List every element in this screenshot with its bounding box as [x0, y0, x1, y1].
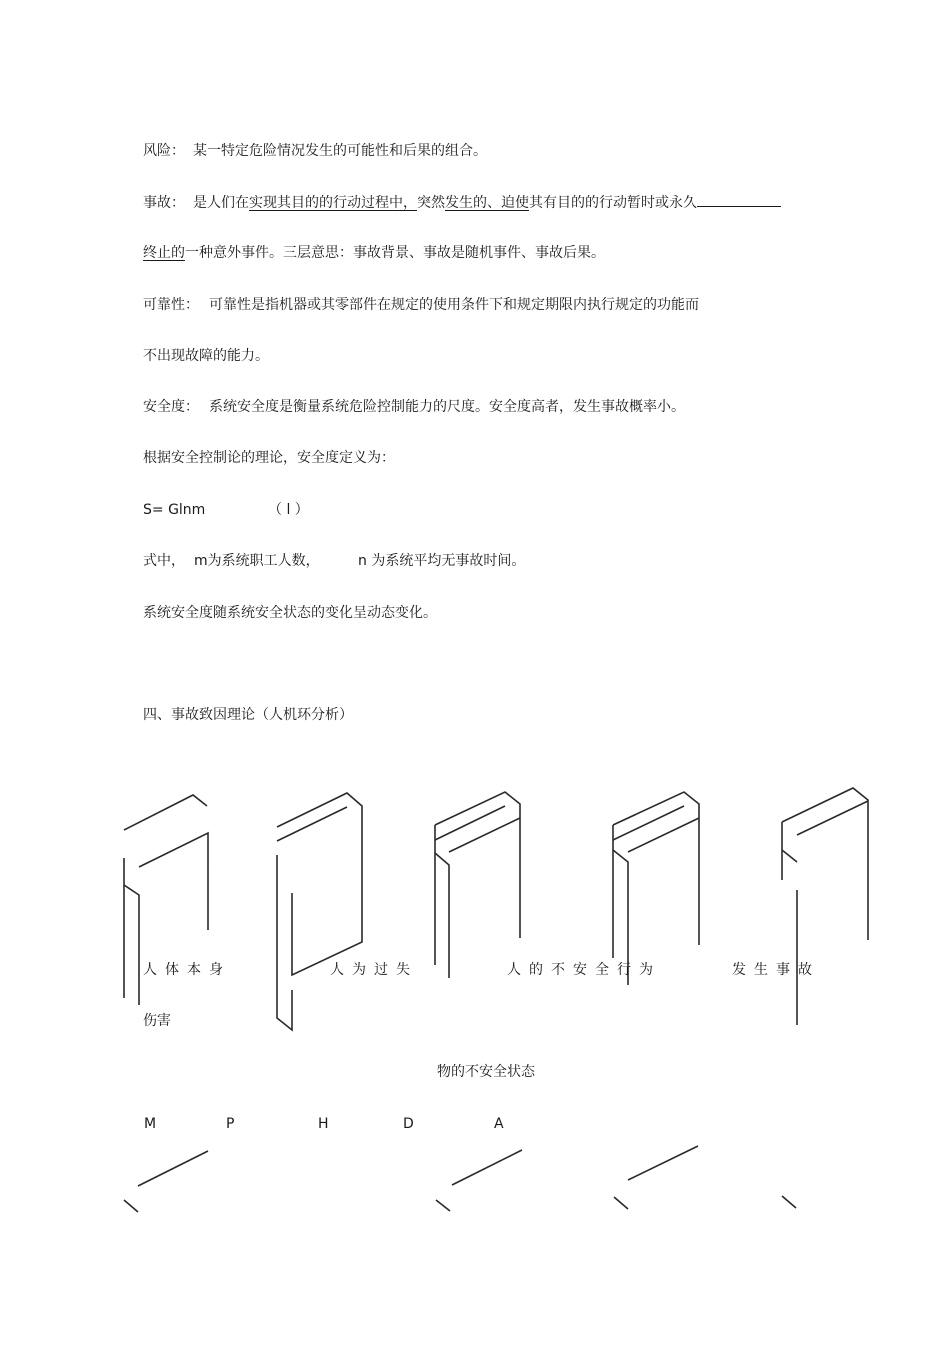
- letter-h: H: [318, 1116, 329, 1132]
- accident-part5: 其有目的的行动暂时或永久: [529, 195, 697, 211]
- label-accident-occurs: 发生事故: [732, 962, 820, 978]
- label-human-self: 人体本身: [143, 962, 231, 978]
- accident-part3: 突然: [417, 195, 445, 211]
- letter-a: A: [494, 1116, 504, 1132]
- section-heading: 四、事故致因理论（人机环分析）: [143, 707, 353, 723]
- where-m: m为系统职工人数，: [194, 553, 320, 569]
- domino-base-row: [124, 1146, 796, 1212]
- label-unsafe-object-state: 物的不安全状态: [437, 1064, 535, 1080]
- domino-3: [435, 792, 520, 978]
- label-unsafe-act: 人的不安全行为: [507, 962, 661, 978]
- where-n: n 为系统平均无事故时间。: [358, 553, 526, 569]
- label-injury: 伤害: [143, 1013, 171, 1029]
- accident-part1: 是人们在: [193, 195, 249, 211]
- accident-part4: 发生的、迫使: [445, 195, 529, 211]
- risk-term: 风险：: [143, 143, 185, 159]
- dynamic-line: 系统安全度随系统安全状态的变化呈动态变化。: [143, 605, 437, 621]
- label-human-error: 人为过失: [330, 962, 418, 978]
- reliability-term: 可靠性：: [143, 297, 199, 313]
- letter-d: D: [403, 1116, 414, 1132]
- accident-line2-underlined: 终止的: [143, 245, 185, 261]
- domino-5: [782, 788, 868, 1025]
- accident-term: 事故：: [143, 195, 185, 211]
- safety-term: 安全度：: [143, 399, 199, 415]
- theory-line: 根据安全控制论的理论，安全度定义为：: [143, 450, 395, 466]
- accident-line2-rest: 一种意外事件。三层意思：事故背景、事故是随机事件、事故后果。: [185, 245, 605, 261]
- letter-m: M: [144, 1116, 157, 1132]
- domino-4: [613, 792, 699, 985]
- formula-expression: S= Glnm: [143, 502, 206, 518]
- risk-text: 某一特定危险情况发生的可能性和后果的组合。: [193, 143, 487, 159]
- safety-text: 系统安全度是衡量系统危险控制能力的尺度。安全度高者，发生事故概率小。: [209, 399, 685, 415]
- domino-2: [277, 793, 362, 1030]
- reliability-line2: 不出现故障的能力。: [143, 348, 269, 364]
- reliability-text: 可靠性是指机器或其零部件在规定的使用条件下和规定期限内执行规定的功能而: [209, 297, 699, 313]
- formula-number: （ l ）: [268, 502, 309, 518]
- accident-part2: 实现其目的的行动过程中，: [249, 195, 417, 211]
- letter-p: P: [226, 1116, 235, 1132]
- where-lead: 式中，: [143, 553, 185, 569]
